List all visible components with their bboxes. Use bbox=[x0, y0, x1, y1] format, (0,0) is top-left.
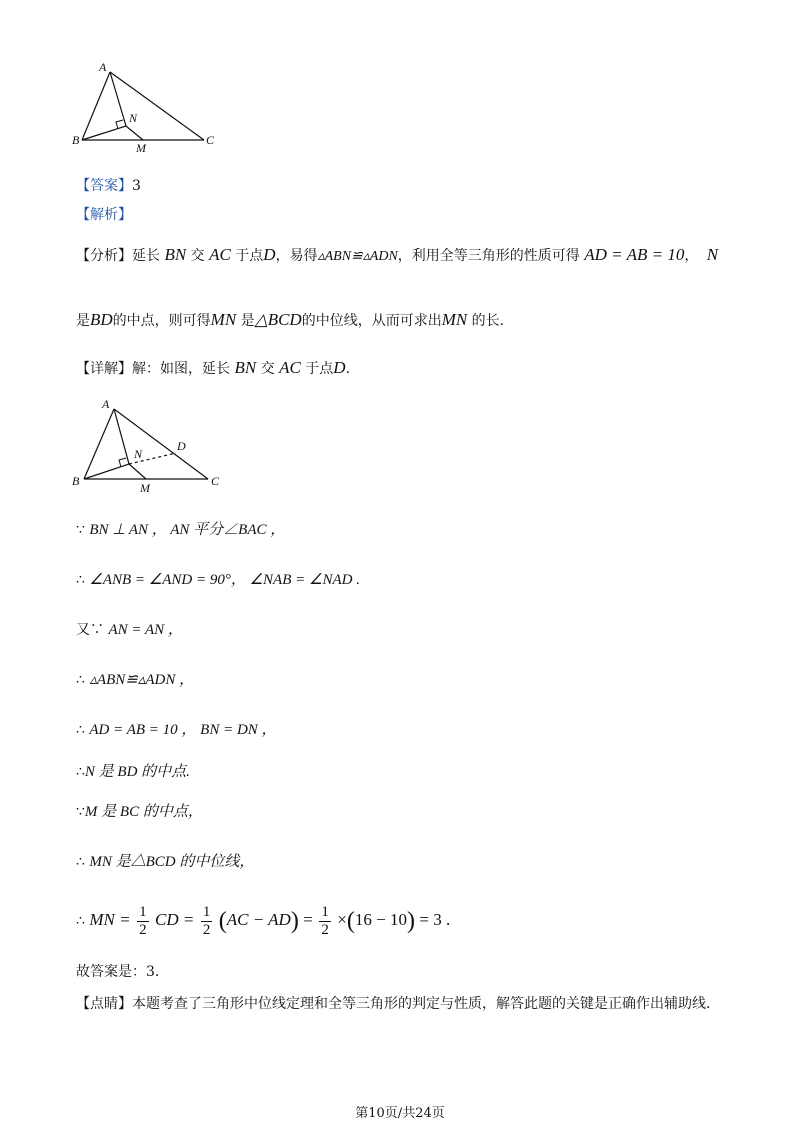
label-A: A bbox=[99, 60, 107, 74]
step-symbol: ∴ bbox=[76, 722, 85, 738]
step-text: N 是 BD 的中点. bbox=[84, 764, 190, 780]
step-text: BN ⊥ AN ， AN 平分∠BAC ， bbox=[89, 522, 286, 538]
math-BD: BD bbox=[90, 310, 113, 329]
triangle-figure-2 bbox=[66, 395, 236, 500]
math-D: D bbox=[263, 245, 276, 264]
step-symbol: 又∵ bbox=[76, 622, 104, 638]
paren-open: ( bbox=[218, 908, 227, 934]
label-B: B bbox=[72, 474, 80, 488]
fenxi-text: 的中点，则可得 bbox=[112, 313, 211, 329]
math-D: D bbox=[333, 358, 346, 377]
fenxi-text: 交 bbox=[190, 248, 205, 264]
paren-close: ) bbox=[406, 908, 415, 934]
label-A: A bbox=[102, 397, 110, 411]
step-4 bbox=[76, 670, 194, 690]
step-symbol: ∴ bbox=[76, 672, 85, 688]
page-footer: 第10页/共24页 bbox=[355, 1106, 445, 1121]
step-3 bbox=[76, 620, 183, 640]
fenxi-text: 的长. bbox=[471, 313, 505, 329]
analysis-line bbox=[76, 205, 132, 225]
step-text: M 是 BC 的中点， bbox=[84, 804, 203, 820]
step-symbol: ∴ bbox=[76, 572, 85, 588]
math-congruence: ▵ABN≌▵ADN bbox=[317, 249, 398, 264]
step-symbol: ∴ bbox=[76, 764, 85, 780]
answer-value: 3 bbox=[132, 178, 141, 194]
step-1 bbox=[76, 520, 285, 540]
formula-line bbox=[76, 900, 450, 941]
math-equation: AD = AB = 10 bbox=[584, 245, 685, 264]
xiangjie-text: . bbox=[345, 361, 351, 377]
fenxi-text: ，利用全等三角形的性质可得 bbox=[397, 248, 580, 264]
fenxi-text: 是 bbox=[76, 313, 90, 329]
conclusion: 故答案是：3. bbox=[76, 964, 160, 980]
fraction-half: $\frac{1}{2}$ bbox=[321, 903, 329, 938]
step-text: AD = AB = 10 ， BN = DN ， bbox=[89, 722, 277, 738]
formula-cd: CD = bbox=[155, 910, 195, 929]
step-symbol: ∴ bbox=[76, 854, 85, 870]
dianjing-tag: 【点睛】 bbox=[76, 996, 132, 1012]
formula-result: = 3 . bbox=[419, 910, 451, 929]
step-6 bbox=[76, 762, 190, 782]
fenxi-text: ，易得 bbox=[275, 248, 318, 264]
step-symbol: ∵ bbox=[76, 804, 85, 820]
math-MN: MN bbox=[210, 310, 237, 329]
xiangjie-tag: 【详解】 bbox=[76, 361, 132, 377]
step-7 bbox=[76, 802, 203, 822]
fenxi-text: 延长 bbox=[132, 248, 160, 264]
step-symbol: ∵ bbox=[76, 522, 85, 538]
fraction-half: $\frac{1}{2}$ bbox=[139, 903, 147, 938]
label-M: M bbox=[136, 141, 146, 155]
dianjing-line bbox=[76, 994, 710, 1014]
triangle-figure-1 bbox=[66, 58, 226, 158]
fenxi-text: 于点 bbox=[235, 248, 264, 264]
formula-paren: AC − AD bbox=[226, 910, 291, 929]
label-D: D bbox=[177, 439, 186, 453]
answer-line bbox=[76, 176, 141, 196]
paren-close: ) bbox=[290, 908, 299, 934]
xiangjie-text: 解：如图，延长 bbox=[132, 361, 230, 377]
fenxi-text: 是 bbox=[240, 313, 255, 329]
step-5 bbox=[76, 720, 277, 740]
label-B: B bbox=[72, 133, 80, 147]
label-N: N bbox=[134, 447, 143, 461]
math-N: N bbox=[706, 245, 719, 264]
step-text: ∠ANB = ∠AND = 90°， ∠NAB = ∠NAD . bbox=[89, 572, 360, 588]
math-triangle: △BCD bbox=[254, 310, 302, 329]
fenxi-text: ， bbox=[684, 248, 699, 264]
label-N: N bbox=[129, 111, 138, 125]
paren-open: ( bbox=[346, 908, 355, 934]
formula-lhs: MN = bbox=[89, 910, 131, 929]
step-text: MN 是△BCD 的中位线， bbox=[89, 854, 255, 870]
fenxi-line-2 bbox=[76, 310, 504, 331]
xiangjie-line bbox=[76, 358, 350, 379]
step-8 bbox=[76, 852, 254, 872]
step-2 bbox=[76, 570, 360, 590]
formula-times: × bbox=[337, 910, 347, 929]
math-AC: AC bbox=[209, 245, 231, 264]
step-text: ▵ABN≌▵ADN ， bbox=[89, 672, 195, 688]
formula-paren2: 16 − 10 bbox=[354, 910, 407, 929]
fenxi-text: 的中位线，从而可求出 bbox=[301, 313, 442, 329]
dianjing-text: 本题考查了三角形中位线定理和全等三角形的判定与性质，解答此题的关键是正确作出辅助线. bbox=[132, 996, 711, 1012]
label-C: C bbox=[211, 474, 220, 488]
math-BN: BN bbox=[234, 358, 257, 377]
label-C: C bbox=[206, 133, 215, 147]
math-BN: BN bbox=[164, 245, 187, 264]
answer-tag: 【答案】 bbox=[76, 178, 132, 194]
math-AC: AC bbox=[279, 358, 301, 377]
fenxi-tag: 【分析】 bbox=[76, 248, 132, 264]
step-symbol: ∴ bbox=[76, 913, 85, 929]
xiangjie-text: 交 bbox=[260, 361, 275, 377]
formula-eq: = bbox=[303, 910, 313, 929]
xiangjie-text: 于点 bbox=[305, 361, 334, 377]
math-MN: MN bbox=[441, 310, 468, 329]
analysis-tag: 【解析】 bbox=[76, 207, 132, 223]
fenxi-line-1 bbox=[76, 245, 718, 267]
label-M: M bbox=[140, 481, 150, 495]
fraction-half: $\frac{1}{2}$ bbox=[202, 903, 211, 938]
step-text: AN = AN ， bbox=[108, 622, 183, 638]
